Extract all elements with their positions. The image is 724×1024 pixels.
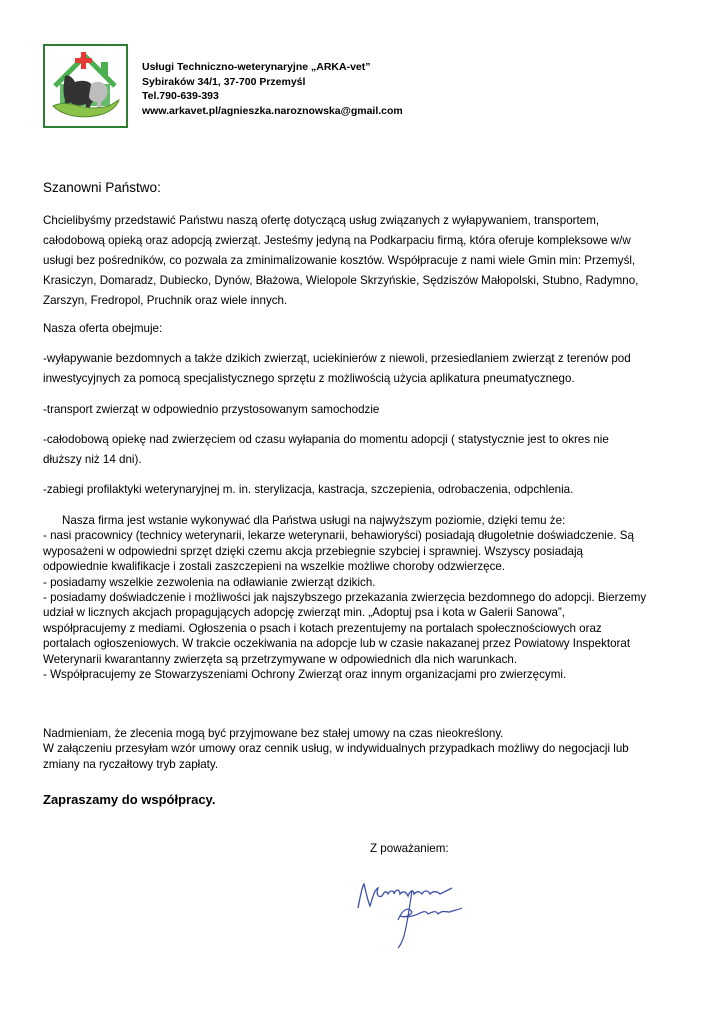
offer-item-care <box>43 430 683 470</box>
text-line: - Współpracujemy ze Stowarzyszeniami Ochrony Zwierząt oraz innym organizacjami pro zwierzęcymi. <box>43 668 567 682</box>
company-address: Sybiraków 34/1, 37-700 Przemyśl <box>142 75 306 88</box>
text-line: W załączeniu przesyłam wzór umowy oraz cennik usług, w indywidualnych przypadkach możliwy do negocjacji lub <box>43 742 629 756</box>
text-line: portalach ogłoszeniowych. W trakcie oczekiwania na adopcje lub w czasie nakazanej przez Powiatowy Inspektorat <box>43 637 631 651</box>
capabilities-section <box>43 513 683 682</box>
text-line: odpowiednie kwalifikacje i zostali zaszczepieni na wszelkie możliwe choroby odzwierzęce. <box>43 560 506 574</box>
greeting: Szanowni Państwo: <box>43 180 161 195</box>
text-line: inwestycyjnych za pomocą specjalistycznego sprzętu z możliwością użycia aplikatura pneumatycznego. <box>43 372 575 385</box>
notes-section <box>43 726 683 772</box>
company-phone: Tel.790-639-393 <box>142 90 219 102</box>
text-line: - nasi pracownicy (technicy weterynarii, lekarze weterynarii, behawioryści) posiadają długoletnie doświadczenie. Są <box>43 529 634 543</box>
text-line: Krasiczyn, Domaradz, Dubiecko, Dynów, Błażowa, Wielopole Skrzyńskie, Sędziszów Małopolski, Stubno, Radymno, <box>43 274 639 287</box>
company-web-email: www.arkavet.pl/agnieszka.naroznowska@gmail.com <box>142 104 403 117</box>
text-line: zmiany na ryczałtowy tryb zapłaty. <box>43 757 219 771</box>
closing-line: Zapraszamy do współpracy. <box>43 792 216 807</box>
text-line: Chcielibyśmy przedstawić Państwu naszą ofertę dotyczącą usług związanych z wyłapywaniem, transportem, <box>43 214 600 227</box>
offer-item-transport: -transport zwierząt w odpowiednio przystosowanym samochodzie <box>43 403 380 416</box>
text-line: -wyłapywanie bezdomnych a także dzikich zwierząt, uciekinierów z niewoli, przesiedlaniem zwierząt z terenów pod <box>43 352 631 365</box>
text-line: - posiadamy wszelkie zezwolenia na odławianie zwierząt dzikich. <box>43 575 376 589</box>
regards: Z poważaniem: <box>370 842 449 855</box>
offer-item-prophylaxis: -zabiegi profilaktyki weterynaryjnej m. in. sterylizacja, kastracja, szczepienia, odrobaczenia, odpchlenia. <box>43 483 574 496</box>
text-line: udział w licznych akcjach propagujących adopcję zwierząt min. „Adoptuj psa i kota w Galerii Sanowa”, <box>43 606 565 620</box>
text-line: Nasza firma jest wstanie wykonywać dla Państwa usługi na najwyższym poziomie, dzięki temu że: <box>62 514 566 527</box>
signature <box>350 870 480 955</box>
text-line: usługi bez pośredników, co pozwala za zminimalizowanie kosztów. Współpracuje z nami wiele Gmin min: Przemyśl, <box>43 254 636 267</box>
company-name: Usługi Techniczno-weterynaryjne „ARKA-vet” <box>142 61 371 73</box>
text-line: - posiadamy doświadczenie i możliwości jak najszybszego przekazania zwierzęcia bezdomnego do adopcji. Bierzemy <box>43 591 647 605</box>
company-header <box>142 60 403 118</box>
offer-item-capture <box>43 349 683 389</box>
text-line: Nadmieniam, że zlecenia mogą być przyjmowane bez stałej umowy na czas nieokreślony. <box>43 727 504 740</box>
text-line: Weterynarii kwarantanny zwierzęta są przetrzymywane w odpowiednich dla nich warunkach. <box>43 652 518 666</box>
text-line: wyposażeni w odpowiedni sprzęt dzięki czemu akcja przebiegnie szybciej i sprawniej. Wszyscy posiadają <box>43 544 583 558</box>
text-line: -całodobową opiekę nad zwierzęciem od czasu wyłapania do momentu adopcji ( statystycznie jest to okres nie <box>43 433 609 446</box>
text-line: całodobową opieką oraz adopcją zwierząt. Jesteśmy jedyną na Podkarpaciu firmą, która oferuje kompleksowe w/w <box>43 234 631 247</box>
company-logo <box>43 44 128 128</box>
offer-heading: Nasza oferta obejmuje: <box>43 322 163 335</box>
text-line: dłuższy niż 14 dni). <box>43 453 142 466</box>
intro-paragraph <box>43 211 683 311</box>
text-line: współpracujemy z mediami. Ogłoszenia o psach i kotach prezentujemy na portalach społecznościowych oraz <box>43 621 602 635</box>
text-line: Zarszyn, Fredropol, Pruchnik oraz wiele innych. <box>43 294 288 307</box>
